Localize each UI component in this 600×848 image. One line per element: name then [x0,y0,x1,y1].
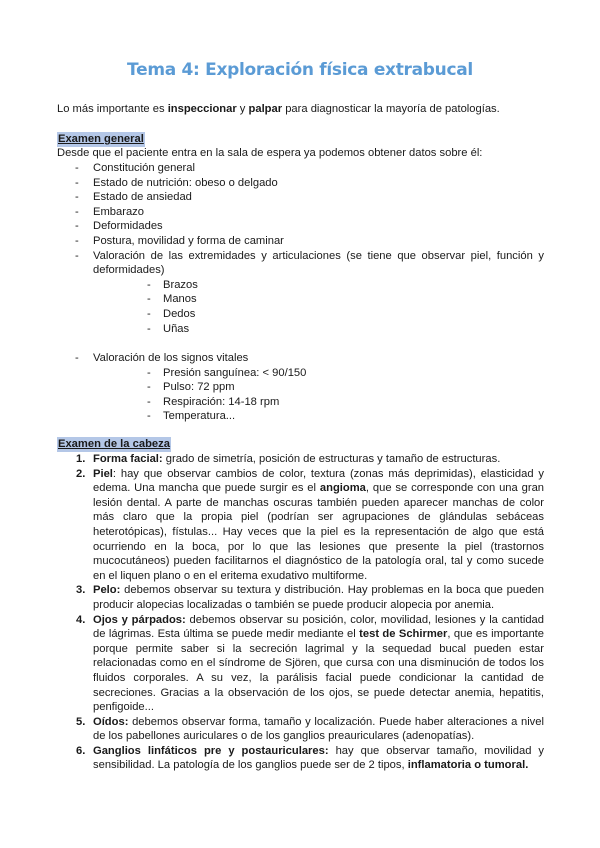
numbered-item-forma-facial [57,452,544,467]
item-bold: inflamatoria o tumoral. [407,759,529,772]
dash-bullet: - [147,395,151,408]
section-heading-examen-cabeza: Examen de la cabeza [58,438,170,450]
item-number: 5. [76,715,86,728]
general-list [57,161,544,336]
item-term: Forma facial: [93,453,163,465]
list-item [57,190,544,205]
list-item-text: Valoración de los signos vitales [93,352,249,364]
list-item [57,234,544,249]
dash-bullet: - [75,191,79,204]
dash-bullet: - [75,162,79,174]
dash-bullet: - [147,366,151,379]
intro-bold-inspeccionar: inspeccionar [167,103,237,115]
sublist-item-text: Presión sanguínea: < 90/150 [163,366,307,379]
list-item-text: Constitución general [93,162,195,174]
item-term: Piel [93,467,113,480]
item-number: 2. [76,467,86,480]
sublist-item [147,307,544,322]
extremidades-sublist [93,278,544,336]
list-item-text: Valoración de las extremidades y articulaciones (se tiene que observar piel, función y deformidades) [93,249,544,277]
list-item [57,161,544,176]
section-description: Desde que el paciente entra en la sala de espera ya podemos obtener datos sobre él: [57,147,483,159]
sublist-item [147,292,544,307]
item-text: , que es importante porque permite saber si la secreción lagrimal y la sequedad bucal pueden estar relacionadas como en el síndrome de Sjören, que cursa con una disminución de todos los fluidos corporales. A su vez, la parálisis facial puede condicionar la cantidad de secreciones. Gracias a la observación de los ojos, se puede detectar anemia, hepatitis, penfigoide... [93,628,544,714]
numbered-item-piel [57,467,544,584]
sublist-item [147,278,544,293]
list-item [57,176,544,191]
sublist-item [147,366,544,381]
dash-bullet: - [147,410,151,423]
list-item [57,205,544,220]
page-title: Tema 4: Exploración física extrabucal [127,60,473,80]
item-text: debemos observar su textura y distribución. Hay problemas en la boca que pueden producir alopecias localizadas o también se puede producir alopecia por anemia. [93,584,544,611]
numbered-item-ojos [57,613,544,715]
item-number: 4. [76,613,86,626]
vitales-sublist [93,366,544,424]
numbered-item-pelo [57,583,544,612]
sublist-item [147,380,544,395]
item-bold: test de Schirmer [359,628,448,641]
intro-paragraph [57,102,547,117]
dash-bullet: - [147,307,151,320]
dash-bullet: - [75,220,79,233]
item-text: debemos observar su posición, color, movilidad, lesiones y la cantidad de lágrimas. Esta última se puede medir mediante el [93,613,544,641]
list-item-text: Deformidades [93,220,163,233]
cabeza-list [57,452,544,773]
item-number: 1. [76,453,86,465]
item-term: Ojos y párpados: [93,613,186,626]
dash-bullet: - [75,205,79,218]
list-item [57,219,544,234]
item-term: Pelo: [93,584,121,597]
vitales-list [57,351,544,424]
item-text: debemos observar forma, tamaño y localización. Puede haber alteraciones a nivel de los pabellones auriculares o de los ganglios preauriculares (adenopatías). [93,715,544,743]
item-number: 3. [76,584,86,597]
sublist-item [147,395,544,410]
item-term: Oídos: [93,715,129,728]
dash-bullet: - [147,322,151,335]
dash-bullet: - [75,249,79,262]
sublist-item [147,322,544,337]
sublist-item [147,409,544,424]
intro-text: y [236,103,249,115]
list-item [57,249,544,337]
numbered-item-oidos [57,715,544,744]
sublist-item-text: Uñas [163,322,190,335]
sublist-item-text: Pulso: 72 ppm [163,381,235,394]
dash-bullet: - [147,278,151,291]
dash-bullet: - [147,381,151,394]
item-text: , que se corresponde con una gran lesión dental. A parte de manchas oscuras también pueden aparecer manchas de color más claro que la propia piel (podrían ser agrupaciones de glándulas sebáceas heterotópicas), fístulas... Hay veces que la piel es la representación de algo que está ocurriendo en la boca, por lo que las lesiones que presente la piel (trastornos mucocutáneos) pueden facilitarnos el diagnóstico de la patología oral, tal y como sucede en el liquen plano o en el eritema exudativo multiforme. [93,482,545,582]
list-item-text: Embarazo [93,205,144,218]
sublist-item-text: Brazos [163,278,198,291]
sublist-item-text: Temperatura... [163,410,236,423]
list-item-text: Estado de ansiedad [93,191,192,204]
item-term: Ganglios linfáticos pre y postauriculares: [93,744,329,757]
section-heading-examen-general: Examen general [58,133,144,145]
list-item-text: Postura, movilidad y forma de caminar [93,234,284,247]
sublist-item-text: Respiración: 14-18 rpm [163,395,280,408]
sublist-item-text: Dedos [163,307,196,320]
sublist-item-text: Manos [163,293,197,306]
item-bold: angioma [319,482,366,495]
item-text: hay que observar tamaño, movilidad y sensibilidad. La patología de los ganglios puede ser de 2 tipos, [93,744,544,772]
item-text: : hay que observar cambios de color, textura (zonas más deprimidas), elasticidad y edema. Una mancha que puede surgir es el [93,467,544,495]
intro-bold-palpar: palpar [248,103,283,115]
dash-bullet: - [147,293,151,306]
intro-text: para diagnosticar la mayoría de patologías. [282,103,500,115]
numbered-item-ganglios [57,744,544,773]
item-text: grado de simetría, posición de estructuras y tamaño de estructuras. [162,453,501,465]
list-item [57,351,544,424]
dash-bullet: - [75,176,79,189]
item-number: 6. [76,744,86,757]
dash-bullet: - [75,234,79,247]
dash-bullet: - [75,352,79,364]
list-item-text: Estado de nutrición: obeso o delgado [93,176,278,189]
intro-text: Lo más importante es [57,103,168,115]
